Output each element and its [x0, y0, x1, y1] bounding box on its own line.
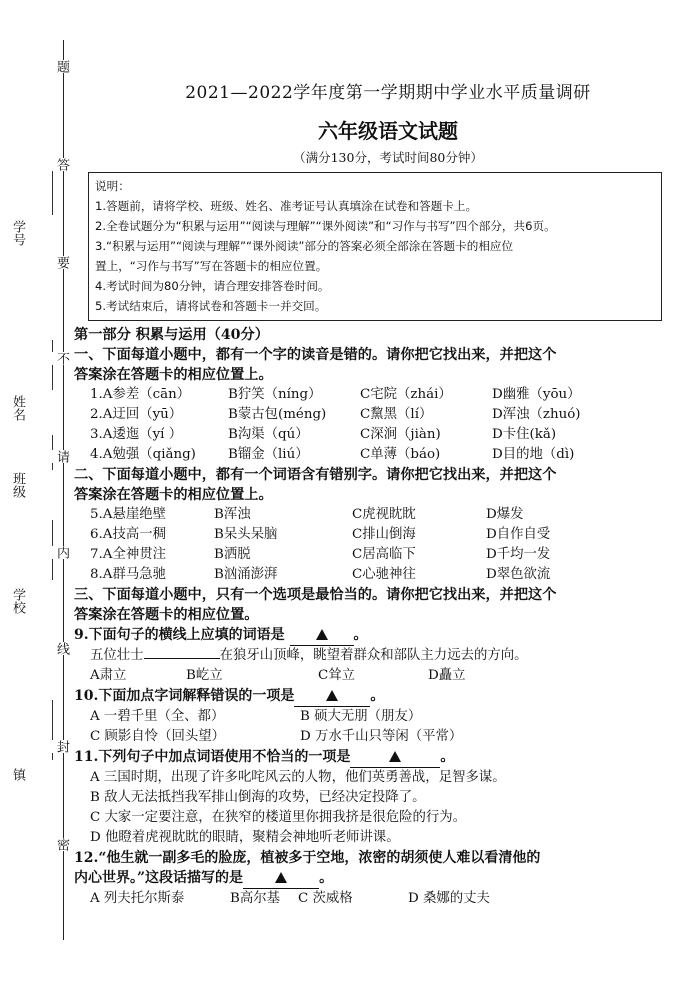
answer-blank[interactable] [243, 868, 319, 889]
option: C居高临下 [352, 547, 416, 562]
exam-subject: 六年级语文试题 [318, 119, 458, 143]
option: B 硕大无朋（朋友） [300, 709, 422, 724]
triangle-icon [389, 751, 401, 762]
sentence-part: 在狼牙山顶峰，眺望着群众和部队主力远去的方向。 [219, 648, 528, 663]
option: B蒙古包(méng) [228, 407, 327, 422]
question-11 [74, 747, 684, 768]
punctuation: 。 [370, 688, 385, 704]
question-12-stem: 12.“他生就一副多毛的脸庞，植被多于空地，浓密的胡须使人难以看清他的 [74, 850, 541, 866]
question-row [74, 505, 684, 525]
question-row [74, 727, 684, 747]
punctuation: 。 [353, 627, 368, 643]
seal-char: 封 [54, 740, 69, 753]
option: D卡住(kǎ) [492, 427, 557, 442]
option: A 一碧千里（全、都） [90, 709, 225, 724]
option: 2.A迂回（yū） [90, 407, 183, 422]
option: D幽雅（yōu） [492, 387, 581, 402]
option: B浑浊 [214, 507, 251, 522]
seal-char: 题 [54, 60, 69, 73]
option: C耸立 [318, 668, 356, 683]
sentence-part: 五位壮士 [90, 648, 144, 663]
town-label: 镇 [10, 768, 25, 781]
option: A 列夫托尔斯泰 [90, 891, 185, 906]
option: B高尔基 [230, 891, 281, 906]
option: D爆发 [486, 507, 524, 522]
binding-margin [8, 40, 58, 940]
class-label: 班级 [10, 472, 25, 498]
option: B洒脱 [214, 547, 251, 562]
option: 8.A群马急驰 [90, 567, 167, 582]
option: D矗立 [428, 668, 466, 683]
instruction-line: 2.全卷试题分为“积累与运用”“阅读与理解”“课外阅读”和“习作与书写”四个部分，共6页。 [95, 219, 556, 233]
option: D千均一发 [486, 547, 551, 562]
section1-instruction: 答案涂在答题卡的相应位置上。 [74, 367, 273, 383]
answer-blank[interactable] [290, 625, 354, 646]
option: B汹涌澎湃 [214, 567, 278, 582]
question-row [74, 666, 684, 686]
option: C深涧（jiàn) [360, 427, 441, 442]
option: B镏金（liú） [228, 447, 309, 462]
question-row [74, 405, 684, 425]
option: D浑浊（zhuó) [492, 407, 581, 422]
question-row [74, 385, 684, 405]
seal-line [63, 40, 64, 940]
instruction-line: 4.考试时间为80分钟，请合理安排答卷时间。 [95, 279, 330, 293]
option: D 桑娜的丈夫 [408, 891, 490, 906]
option: D 他瞪着虎视眈眈的眼睛，聚精会神地听老师讲课。 [90, 830, 400, 845]
option: D目的地（dì) [492, 447, 575, 462]
question-9-sentence [74, 646, 684, 666]
option: C 茨威格 [298, 891, 353, 906]
exam-info: （满分130分，考试时间80分钟） [293, 150, 483, 165]
option: 1.A参差（cān） [90, 387, 191, 402]
question-10 [74, 686, 684, 707]
question-stem: 9.下面句子的横线上应填的词语是 [74, 627, 285, 643]
question-row [74, 425, 684, 445]
instructions-box [88, 172, 662, 321]
part1-heading: 第一部分 积累与运用（40分） [74, 327, 269, 343]
option: D 万水千山只等闲（平常） [300, 729, 463, 744]
fill-blank[interactable] [144, 658, 220, 659]
option: A肃立 [90, 668, 127, 683]
option: C 大家一定要注意，在狭窄的楼道里你拥我挤是很危险的行为。 [90, 810, 467, 825]
option: C排山倒海 [352, 527, 416, 542]
seal-char: 不 [54, 352, 69, 365]
instruction-line: 1.答题前，请将学校、班级、姓名、准考证号认真填涂在试卷和答题卡上。 [95, 199, 478, 213]
question-row [74, 889, 684, 909]
punctuation: 。 [440, 749, 455, 765]
option: B屹立 [186, 668, 223, 683]
student-id-label: 学号 [10, 220, 25, 246]
question-stem: 10.下面加点字词解释错误的一项是 [74, 688, 295, 704]
exam-title: 2021—2022学年度第一学期期中学业水平质量调研 [185, 83, 591, 103]
question-stem: 11.下列句子中加点词语使用不恰当的一项是 [74, 749, 351, 765]
option: D自作自受 [486, 527, 551, 542]
seal-char: 密 [54, 838, 69, 851]
option: C 顾影自怜（回头望） [90, 729, 226, 744]
question-row [74, 707, 684, 727]
option: 5.A悬崖绝壁 [90, 507, 167, 522]
option: C宅院（zhái） [360, 387, 452, 402]
section1-instruction: 一、下面每道小题中，都有一个字的读音是错的。请你把它找出来，并把这个 [74, 347, 557, 363]
question-row [74, 525, 684, 545]
option: C心驰神往 [352, 567, 416, 582]
instruction-line: 5.考试结束后，请将试卷和答题卡一并交回。 [95, 299, 327, 313]
question-12 [74, 868, 684, 889]
exam-content [74, 78, 684, 909]
answer-blank[interactable] [350, 747, 440, 768]
option: 3.A逶迤（yí ） [90, 427, 183, 442]
option: B沟渠（qú） [228, 427, 309, 442]
name-label: 姓名 [10, 395, 25, 421]
option: 4.A勉强（qiǎng) [90, 447, 196, 462]
seal-char: 要 [54, 256, 69, 269]
section3-instruction: 三、下面每道小题中，只有一个选项是最恰当的。请你把它找出来，并把这个 [74, 587, 557, 603]
option: C单薄（báo) [360, 447, 441, 462]
section2-instruction: 答案涂在答题卡的相应位置上。 [74, 487, 273, 503]
instruction-line: 置上，“习作与书写”写在答题卡的相应位置。 [95, 259, 328, 273]
question-row [74, 545, 684, 565]
option: 7.A全神贯注 [90, 547, 167, 562]
triangle-icon [316, 629, 328, 640]
question-row [74, 565, 684, 585]
option: C虎视眈眈 [352, 507, 416, 522]
option: C黧黑（lí） [360, 407, 433, 422]
section2-instruction: 二、下面每道小题中，都有一个词语含有错别字。请你把它找出来，并把这个 [74, 467, 557, 483]
question-9 [74, 625, 684, 646]
seal-char: 内 [54, 546, 69, 559]
instructions-heading: 说明： [95, 179, 130, 193]
seal-char: 线 [54, 642, 69, 655]
option: B 敌人无法抵挡我军排山倒海的攻势，已经决定投降了。 [90, 790, 426, 805]
answer-blank[interactable] [294, 686, 370, 707]
question-stem: 内心世界。”这段话描写的是 [74, 870, 244, 886]
instruction-line: 3.“积累与运用”“阅读与理解”“课外阅读”部分的答案必须全部涂在答题卡的相应位 [95, 239, 514, 253]
option: D翠色欲流 [486, 567, 551, 582]
section3-instruction: 答案涂在答题卡的相应位置。 [74, 607, 259, 623]
punctuation: 。 [319, 870, 334, 886]
question-row [74, 445, 684, 465]
option: 6.A技高一稠 [90, 527, 167, 542]
school-label: 学校 [10, 588, 25, 614]
name-line [52, 340, 53, 390]
seal-char: 答 [54, 158, 69, 171]
seal-char: 请 [54, 450, 69, 463]
option: B呆头呆脑 [214, 527, 278, 542]
triangle-icon [275, 872, 287, 883]
option: A 三国时期，出现了许多叱咤风云的人物，他们英勇善战，足智多谋。 [90, 770, 506, 785]
option: B狞笑（níng） [228, 387, 322, 402]
triangle-icon [326, 690, 338, 701]
